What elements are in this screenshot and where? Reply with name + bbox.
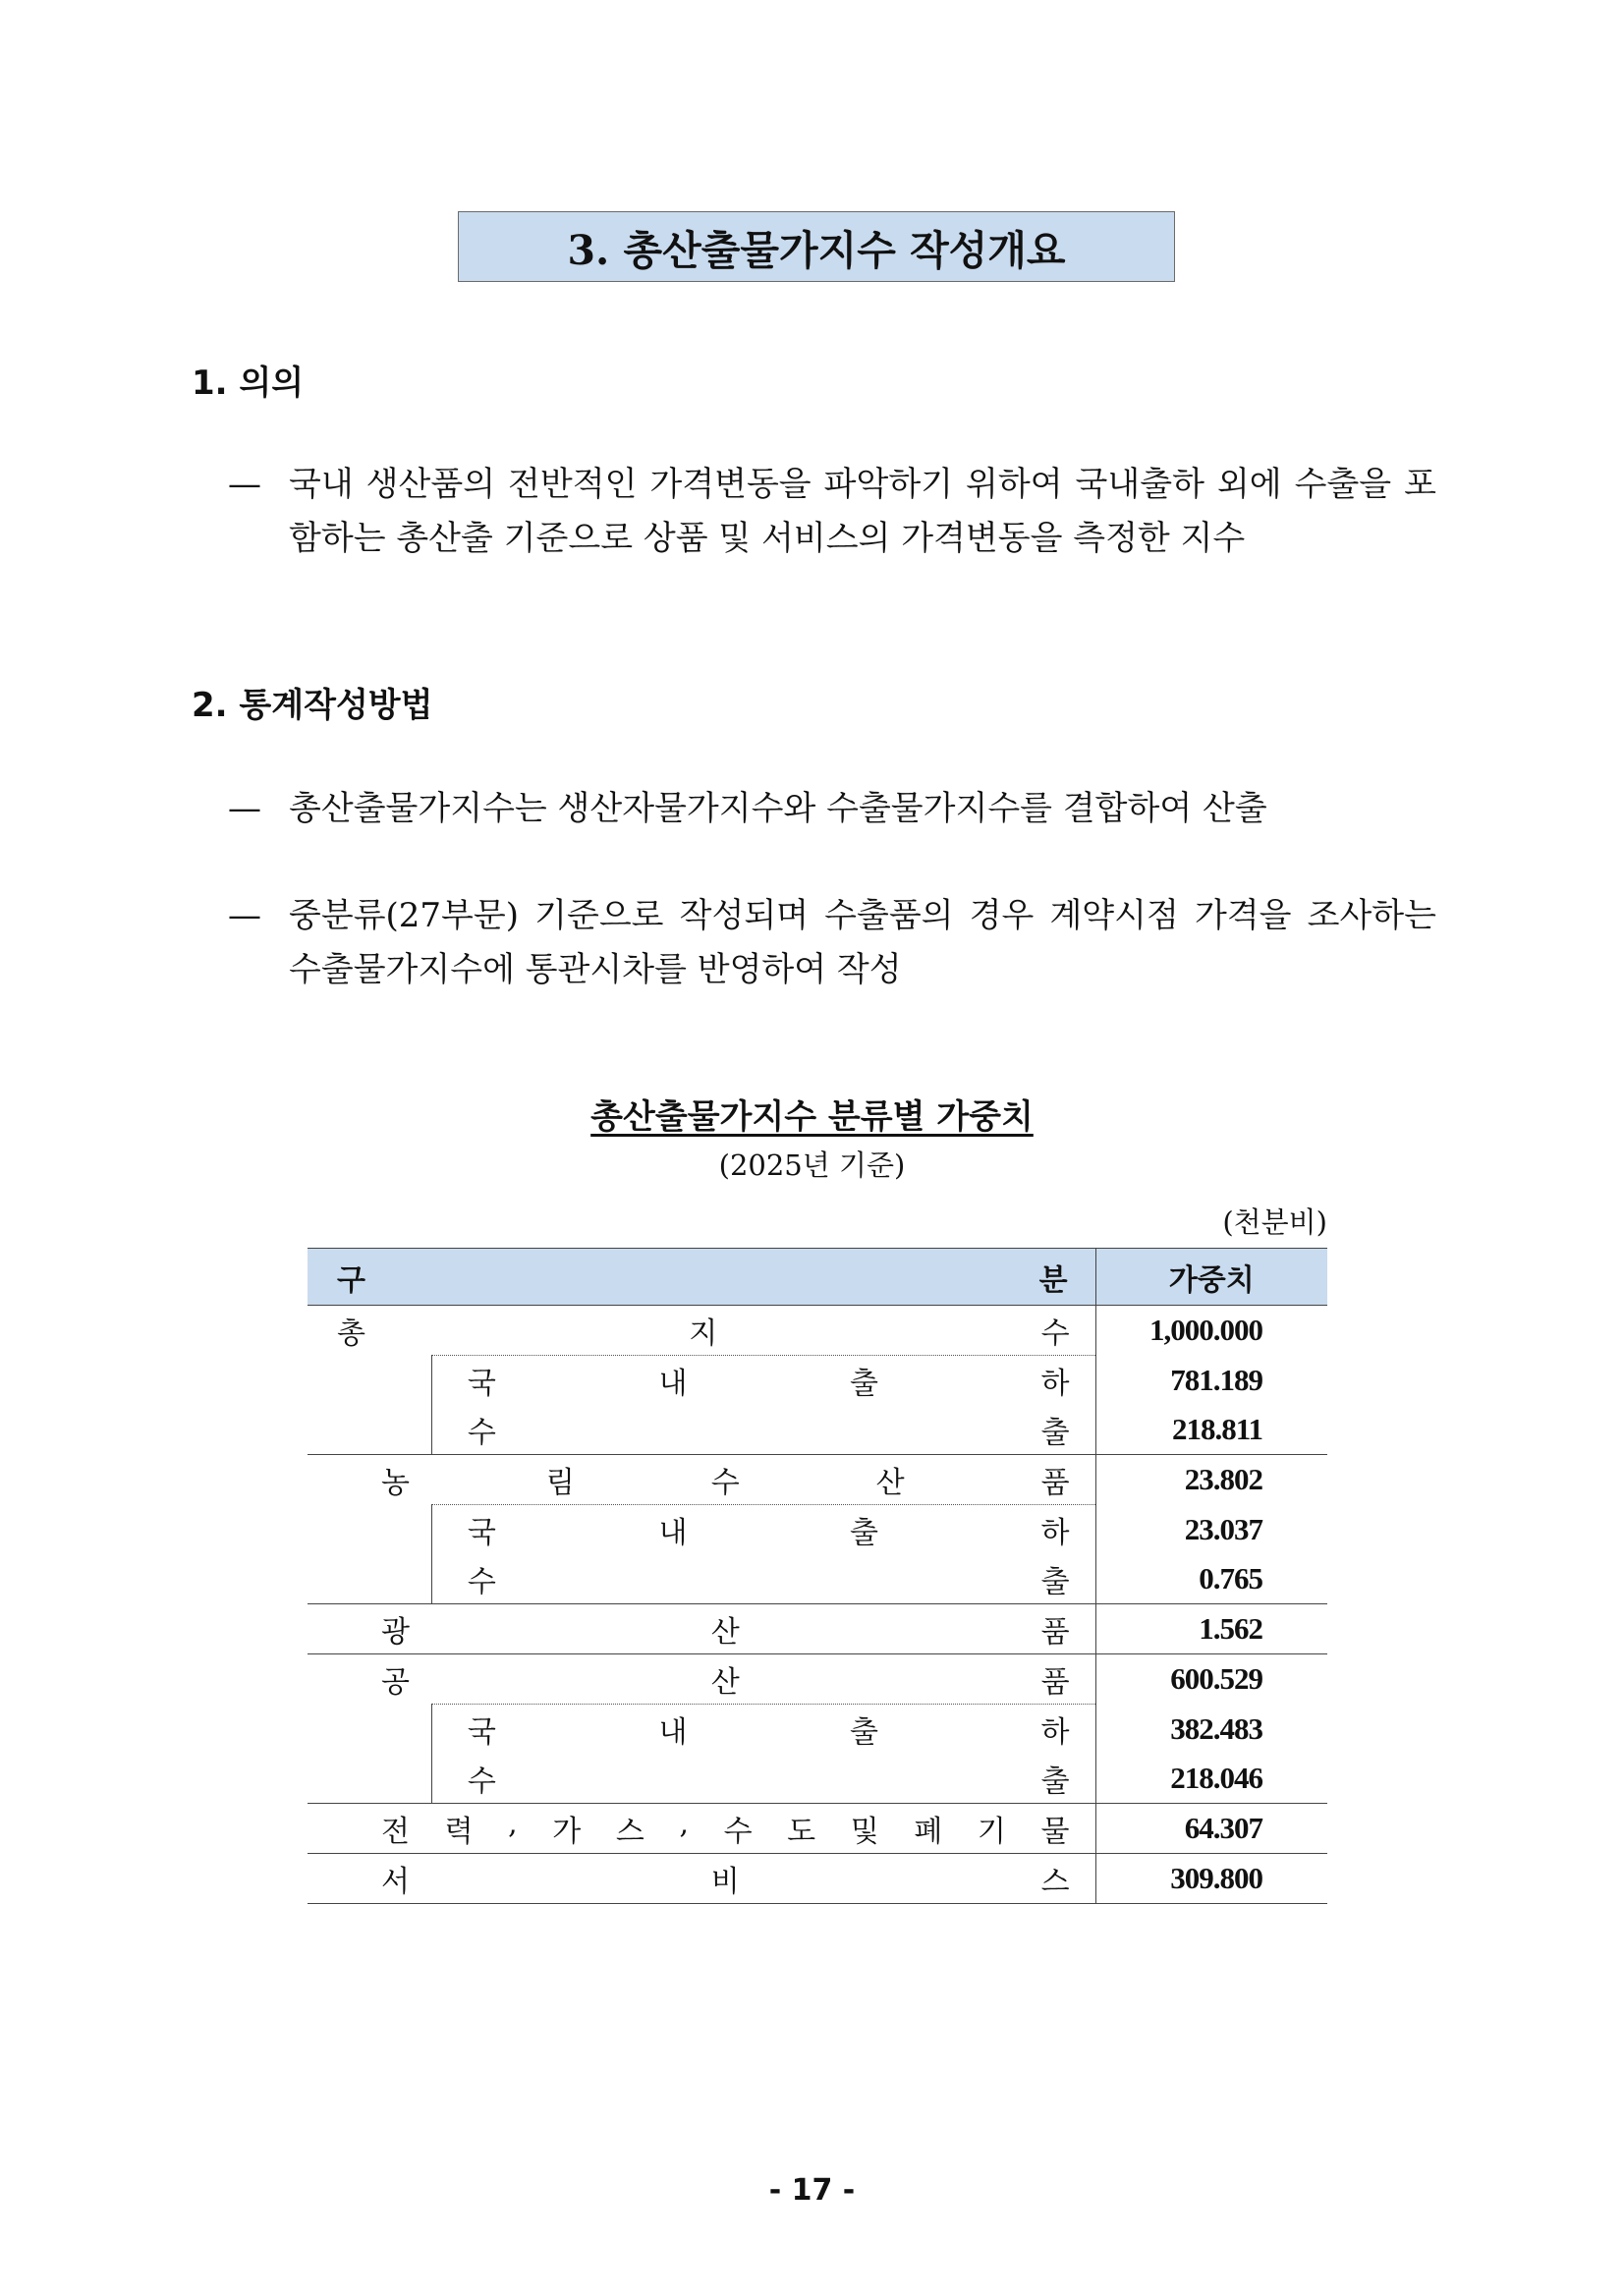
table-row [308, 1754, 1327, 1804]
row-label [308, 1309, 1095, 1352]
row-label-char: 출 [850, 1516, 878, 1550]
bullet-dash: — [228, 789, 261, 828]
row-label-char: 출 [1040, 1416, 1070, 1450]
row-label-char: 농 [381, 1466, 410, 1500]
bullet-text: 중분류(27부문) 기준으로 작성되며 수출품의 경우 계약시점 가격을 조사하는 수출물가지수에 통관시차를 반영하여 작성 [289, 896, 1436, 989]
section-heading-meaning: 1. 의의 [192, 364, 305, 403]
bullet-text: 국내 생산품의 전반적인 가격변동을 파악하기 위하여 국내출하 외에 수출을 포함하는 총산출 기준으로 상품 및 서비스의 가격변동을 측정한 지수 [289, 465, 1436, 558]
header-gubun-right: 분 [1038, 1262, 1068, 1298]
row-label-char: 품 [1040, 1665, 1070, 1700]
row-label-char: 산 [710, 1665, 740, 1700]
row-label-char: 출 [850, 1715, 878, 1750]
row-label-char: 폐 [914, 1815, 943, 1849]
row-label [308, 1657, 1095, 1701]
bullet-dash: — [228, 465, 261, 504]
row-label-char: 국 [467, 1715, 496, 1750]
bullet-meaning [228, 458, 1436, 566]
row-label-char: 하 [1040, 1715, 1070, 1750]
bullet-method-2 [228, 889, 1436, 997]
row-label-char: 총 [337, 1316, 365, 1351]
table-header-row [308, 1249, 1327, 1306]
bullet-method-1 [228, 782, 1436, 836]
row-label-char: , [508, 1807, 518, 1841]
row-label-char: 비 [710, 1865, 740, 1899]
row-label-char: 수 [467, 1764, 496, 1799]
weights-table [308, 1248, 1327, 1904]
row-label-char: 서 [381, 1865, 410, 1899]
table-row [308, 1554, 1327, 1604]
page-number: - 17 - [768, 2173, 856, 2208]
row-label-char: 하 [1040, 1367, 1070, 1401]
row-value: 23.037 [1095, 1505, 1327, 1555]
row-label-char: 지 [689, 1316, 718, 1351]
row-label-char: 내 [658, 1715, 688, 1750]
table-title [0, 1095, 1624, 1139]
row-label [432, 1557, 1095, 1600]
table-row [308, 1604, 1327, 1654]
row-label-char: 가 [552, 1815, 582, 1849]
page-title: 3. 총산출물가지수 작성개요 [458, 211, 1175, 282]
table-subtitle: (2025년 기준) [718, 1148, 906, 1182]
row-label-char: 국 [467, 1367, 496, 1401]
header-weight: 가중치 [1095, 1249, 1327, 1306]
table-row [308, 1654, 1327, 1705]
row-label [432, 1408, 1095, 1451]
row-value: 23.802 [1095, 1455, 1327, 1505]
row-label-char: 력 [444, 1815, 474, 1849]
table-row [308, 1306, 1327, 1356]
row-value: 382.483 [1095, 1705, 1327, 1755]
table-row [308, 1705, 1327, 1755]
row-label [432, 1757, 1095, 1800]
row-label-char: 내 [658, 1367, 688, 1401]
row-label-char: 출 [850, 1367, 878, 1401]
bullet-text: 총산출물가지수는 생산자물가지수와 수출물가지수를 결합하여 산출 [289, 789, 1267, 828]
row-label-char: 전 [381, 1815, 410, 1849]
table-unit: (천분비) [1222, 1205, 1327, 1239]
header-gubun [308, 1249, 1095, 1306]
row-label-char: 출 [1040, 1764, 1070, 1799]
row-value: 1,000.000 [1095, 1306, 1327, 1356]
row-label-char: 품 [1040, 1615, 1070, 1650]
row-label [308, 1807, 1095, 1850]
row-value: 781.189 [1095, 1356, 1327, 1406]
row-label [308, 1607, 1095, 1651]
row-label-char: 하 [1040, 1516, 1070, 1550]
section-heading-method: 2. 통계작성방법 [192, 686, 433, 725]
row-label-char: 및 [850, 1815, 879, 1849]
row-label-char: 수 [710, 1466, 740, 1500]
row-label-char: 국 [467, 1516, 496, 1550]
table-row [308, 1405, 1327, 1455]
table-row [308, 1804, 1327, 1854]
row-label-char: 스 [1040, 1865, 1070, 1899]
row-label-char: 수 [1040, 1316, 1070, 1351]
row-label [432, 1708, 1095, 1751]
row-label-char: 수 [467, 1565, 496, 1599]
row-label-char: 물 [1040, 1815, 1070, 1849]
row-value: 218.811 [1095, 1405, 1327, 1455]
table-row [308, 1356, 1327, 1406]
table-title-text: 총산출물가지수 분류별 가중치 [590, 1097, 1034, 1137]
row-label-char: 광 [381, 1615, 410, 1650]
header-gubun-left: 구 [337, 1262, 365, 1298]
row-label-char: 내 [658, 1516, 688, 1550]
row-label [432, 1359, 1095, 1402]
table-row [308, 1455, 1327, 1505]
row-label-char: 도 [787, 1815, 816, 1849]
row-label-char: 공 [381, 1665, 410, 1700]
row-value: 64.307 [1095, 1804, 1327, 1854]
table-row [308, 1854, 1327, 1904]
row-label [308, 1458, 1095, 1501]
row-label-char: 스 [615, 1815, 644, 1849]
row-label-char: 수 [467, 1416, 496, 1450]
bullet-dash: — [228, 896, 261, 935]
row-label-char: , [679, 1807, 689, 1841]
table-row [308, 1505, 1327, 1555]
row-value: 1.562 [1095, 1604, 1327, 1654]
row-label-char: 산 [710, 1615, 740, 1650]
row-label-char: 기 [977, 1815, 1006, 1849]
row-value: 0.765 [1095, 1554, 1327, 1604]
row-value: 309.800 [1095, 1854, 1327, 1904]
row-value: 600.529 [1095, 1654, 1327, 1705]
row-label-char: 수 [723, 1815, 753, 1849]
row-label [308, 1857, 1095, 1900]
row-label [432, 1508, 1095, 1551]
row-label-char: 출 [1040, 1565, 1070, 1599]
row-label-char: 품 [1040, 1466, 1070, 1500]
row-value: 218.046 [1095, 1754, 1327, 1804]
row-label-char: 림 [545, 1466, 575, 1500]
row-label-char: 산 [875, 1466, 905, 1500]
